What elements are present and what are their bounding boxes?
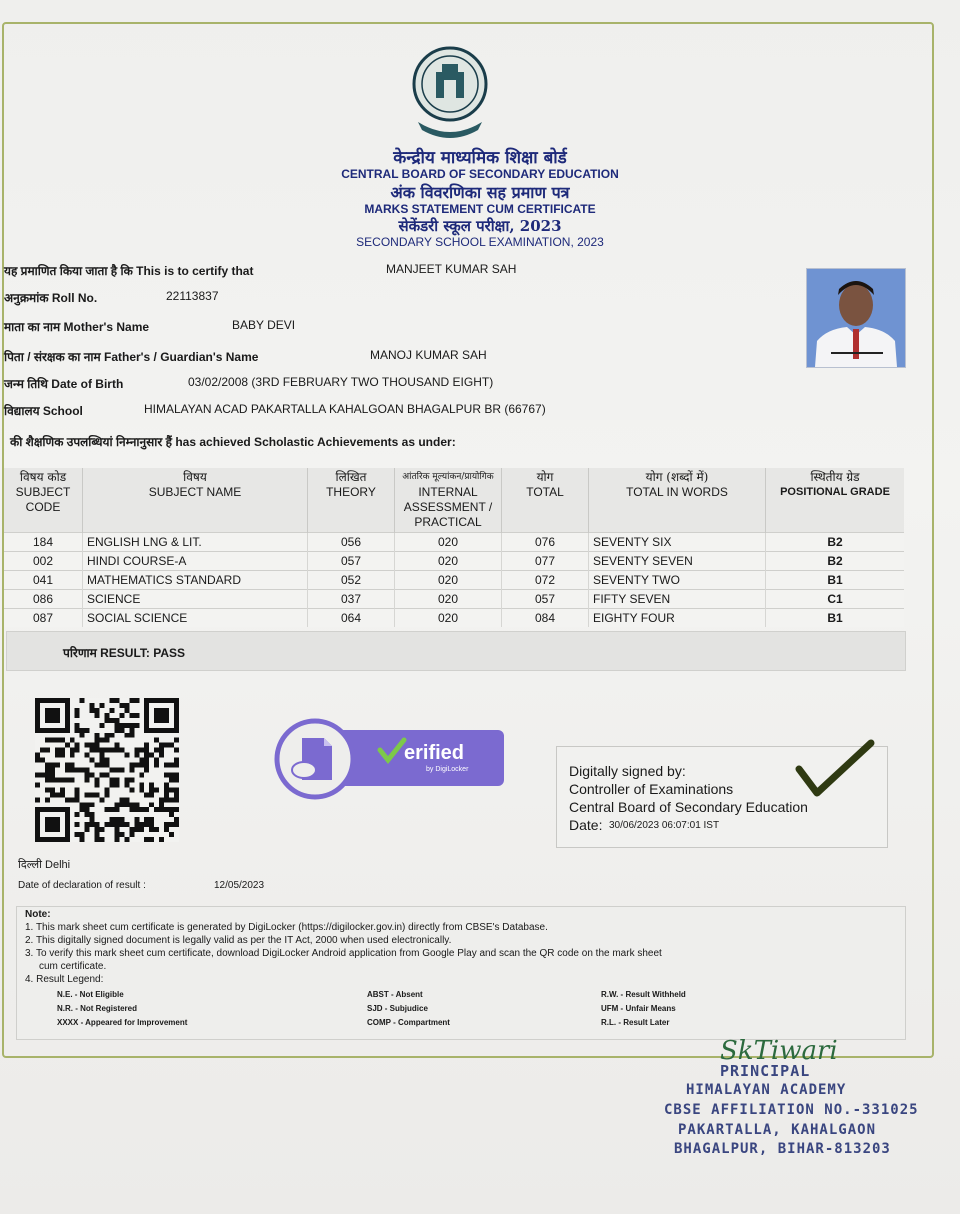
cell-grade: B1 xyxy=(766,571,905,590)
signed-by-label: Digitally signed by: xyxy=(569,763,686,779)
cell-subject-name: SCIENCE xyxy=(83,590,308,609)
cell-total: 084 xyxy=(502,609,589,628)
declaration-label: Date of declaration of result : xyxy=(18,880,146,891)
place-of-issue: दिल्ली Delhi xyxy=(18,859,71,871)
legend-item: COMP - Compartment xyxy=(367,1018,450,1027)
table-header-row xyxy=(4,468,904,533)
cbse-emblem-icon xyxy=(404,44,496,140)
document-title-english: MARKS STATEMENT CUM CERTIFICATE xyxy=(364,202,596,216)
digilocker-verified-badge xyxy=(274,718,504,800)
father-name: MANOJ KUMAR SAH xyxy=(370,348,487,362)
board-name-english: CENTRAL BOARD OF SECONDARY EDUCATION xyxy=(341,167,619,181)
cell-total-in-words: SEVENTY SEVEN xyxy=(589,552,766,571)
cell-subject-name: SOCIAL SCIENCE xyxy=(83,609,308,628)
principal-signature: SkTiwari xyxy=(720,1036,838,1066)
legend-item: UFM - Unfair Means xyxy=(601,1004,676,1013)
table-row xyxy=(4,552,904,571)
notes-box xyxy=(16,906,906,1040)
legend-item: SJD - Subjudice xyxy=(367,1004,428,1013)
cell-total-in-words: EIGHTY FOUR xyxy=(589,609,766,628)
school-name: HIMALAYAN ACAD PAKARTALLA KAHALGOAN BHAGALPUR BR (66767) xyxy=(144,402,546,416)
board-name-hindi: केन्द्रीय माध्यमिक शिक्षा बोर्ड xyxy=(393,148,567,168)
legend-item: R.W. - Result Withheld xyxy=(601,990,686,999)
header-theory: लिखित THEORY xyxy=(308,468,395,533)
note-2: 2. This digitally signed document is legally valid as per the IT Act, 2000 when used electronically. xyxy=(25,935,452,946)
cell-theory: 056 xyxy=(308,533,395,552)
cell-internal-assessment: 020 xyxy=(395,533,502,552)
note-3-continued: cum certificate. xyxy=(39,961,107,972)
mother-label: माता का नाम Mother's Name xyxy=(4,320,150,334)
signature-date: 30/06/2023 06:07:01 IST xyxy=(609,820,720,831)
cell-total-in-words: SEVENTY SIX xyxy=(589,533,766,552)
legend-item: N.R. - Not Registered xyxy=(57,1004,138,1013)
header-total: योग TOTAL xyxy=(502,468,589,533)
verified-by-label: by DigiLocker xyxy=(426,766,469,773)
cell-subject-code: 184 xyxy=(4,533,83,552)
marks-table xyxy=(4,468,904,627)
cell-grade: B1 xyxy=(766,609,905,628)
cell-theory: 064 xyxy=(308,609,395,628)
cell-subject-name: HINDI COURSE-A xyxy=(83,552,308,571)
header-subject-name: विषय SUBJECT NAME xyxy=(83,468,308,533)
legend-item: XXXX - Appeared for Improvement xyxy=(57,1018,188,1027)
header-total-in-words: योग (शब्दों में) TOTAL IN WORDS xyxy=(589,468,766,533)
cell-theory: 057 xyxy=(308,552,395,571)
result-text: परिणाम RESULT: PASS xyxy=(63,646,186,660)
cell-theory: 052 xyxy=(308,571,395,590)
student-name: MANJEET KUMAR SAH xyxy=(386,262,517,276)
legend-item: N.E. - Not Eligible xyxy=(57,990,124,999)
header-subject-code: विषय कोड SUBJECT CODE xyxy=(4,468,83,533)
note-4: 4. Result Legend: xyxy=(25,974,104,985)
signature-check-icon xyxy=(795,739,875,803)
achievement-label: की शैक्षणिक उपलब्धियां निम्नानुसार हैं has achieved Scholastic Achievements as under: xyxy=(10,435,456,449)
note-1: 1. This mark sheet cum certificate is generated by DigiLocker (https://digilocker.gov.in) directly from CBSE's Database. xyxy=(25,922,548,933)
verified-word: erified xyxy=(404,742,465,764)
table-row xyxy=(4,571,904,590)
cell-grade: C1 xyxy=(766,590,905,609)
father-label: पिता / संरक्षक का नाम Father's / Guardian's Name xyxy=(4,350,259,364)
cell-total: 076 xyxy=(502,533,589,552)
signer-organization: Central Board of Secondary Education xyxy=(569,799,808,815)
cell-internal-assessment: 020 xyxy=(395,571,502,590)
document-title-hindi: अंक विवरणिका सह प्रमाण पत्र xyxy=(390,183,570,202)
student-photo xyxy=(806,268,906,368)
cell-total-in-words: SEVENTY TWO xyxy=(589,571,766,590)
stamp-academy: HIMALAYAN ACADEMY xyxy=(686,1082,847,1098)
cell-subject-name: MATHEMATICS STANDARD xyxy=(83,571,308,590)
notes-title: Note: xyxy=(25,909,51,920)
legend-item: R.L. - Result Later xyxy=(601,1018,670,1027)
result-band xyxy=(6,631,906,671)
cell-subject-code: 086 xyxy=(4,590,83,609)
certify-label: यह प्रमाणित किया जाता है कि This is to certify that xyxy=(4,264,254,278)
cell-subject-code: 002 xyxy=(4,552,83,571)
cell-grade: B2 xyxy=(766,552,905,571)
note-3: 3. To verify this mark sheet cum certificate, download DigiLocker Android application from Google Play and scan the QR code on the mark sheet xyxy=(25,948,662,959)
cell-total: 057 xyxy=(502,590,589,609)
dob-value: 03/02/2008 (3RD FEBRUARY TWO THOUSAND EIGHT) xyxy=(188,375,494,389)
roll-label: अनुक्रमांक Roll No. xyxy=(4,291,98,305)
table-row xyxy=(4,590,904,609)
signature-date-label: Date: xyxy=(569,817,603,833)
header-positional-grade: स्थितीय ग्रेड POSITIONAL GRADE xyxy=(766,468,905,533)
school-label: विद्यालय School xyxy=(4,404,83,418)
stamp-address-2: BHAGALPUR, BIHAR-813203 xyxy=(674,1141,891,1157)
cell-internal-assessment: 020 xyxy=(395,609,502,628)
qr-code-icon[interactable] xyxy=(20,698,194,842)
exam-title-english: SECONDARY SCHOOL EXAMINATION, 2023 xyxy=(356,235,604,249)
cell-total-in-words: FIFTY SEVEN xyxy=(589,590,766,609)
cell-total: 077 xyxy=(502,552,589,571)
table-row xyxy=(4,533,904,552)
stamp-principal: PRINCIPAL xyxy=(720,1062,811,1080)
declaration-date: 12/05/2023 xyxy=(214,880,265,891)
cell-internal-assessment: 020 xyxy=(395,552,502,571)
roll-number: 22113837 xyxy=(166,289,219,303)
header-internal-assessment: आंतरिक मूल्यांकन/प्रायोगिक INTERNAL ASSESSMENT / PRACTICAL xyxy=(395,468,502,533)
mother-name: BABY DEVI xyxy=(232,318,296,332)
cell-internal-assessment: 020 xyxy=(395,590,502,609)
stamp-affiliation: CBSE AFFILIATION NO.-331025 xyxy=(664,1102,919,1118)
cell-subject-name: ENGLISH LNG & LIT. xyxy=(83,533,308,552)
legend-item: ABST - Absent xyxy=(367,990,423,999)
exam-title-hindi: सेकेंडरी स्कूल परीक्षा, 2023 xyxy=(398,217,562,235)
cell-subject-code: 087 xyxy=(4,609,83,628)
table-row xyxy=(4,609,904,628)
cell-subject-code: 041 xyxy=(4,571,83,590)
cell-grade: B2 xyxy=(766,533,905,552)
cell-theory: 037 xyxy=(308,590,395,609)
digital-signature-box xyxy=(556,746,888,848)
stamp-address-1: PAKARTALLA, KAHALGAON xyxy=(678,1122,877,1138)
dob-label: जन्म तिथि Date of Birth xyxy=(4,377,124,391)
signer-title: Controller of Examinations xyxy=(569,781,734,797)
cell-total: 072 xyxy=(502,571,589,590)
